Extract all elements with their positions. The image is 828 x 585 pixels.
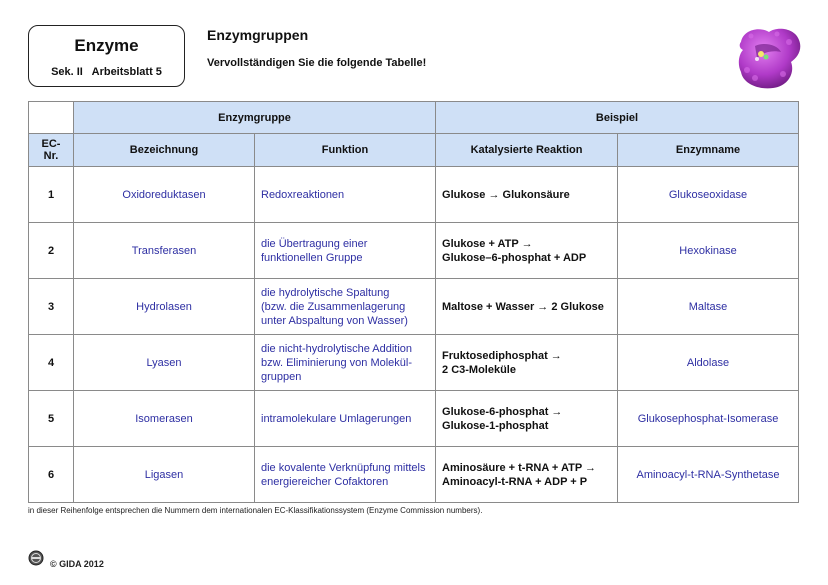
funktion-line: bzw. Eliminierung von Molekül-: [261, 356, 413, 369]
page-heading: Enzymgruppen: [207, 27, 309, 43]
reaktion-cell: [436, 447, 618, 503]
funktion-cell: [255, 391, 436, 447]
instruction-text: Vervollständigen Sie die folgende Tabelle!: [207, 57, 427, 69]
ec-number-cell: 1: [29, 167, 74, 223]
funktion-line: energiereicher Cofaktoren: [261, 475, 389, 488]
bezeichnung-cell: Oxidoreduktasen: [74, 167, 255, 223]
ec-number-cell: 5: [29, 391, 74, 447]
funktion-line: Redoxreaktionen: [261, 188, 345, 201]
table-row: [29, 279, 799, 335]
reaktion-cell: [436, 279, 618, 335]
enzyme-molecule-icon: [733, 24, 803, 90]
reaktion-cell: [436, 223, 618, 279]
bezeichnung-cell: Lyasen: [74, 335, 255, 391]
reaktion-line: Glukose–6-phosphat + ADP: [442, 251, 587, 264]
table-row: [29, 391, 799, 447]
level-sheet-label: Sek. II Arbeitsblatt 5: [51, 66, 162, 78]
enzyme-group-table: [28, 101, 799, 503]
enzymname-cell: Aldolase: [618, 335, 799, 391]
reaktion-cell: [436, 391, 618, 447]
footnote: in dieser Reihenfolge entsprechen die Nummern dem internationalen EC-Klassifikationssystem (Enzyme Commission numbers).: [28, 506, 483, 515]
reaktion-line: Glukose-1-phosphat: [442, 419, 549, 432]
group-header-enzymgruppe: Enzymgruppe: [74, 102, 436, 134]
funktion-line: funktionellen Gruppe: [261, 251, 363, 264]
funktion-line: unter Abspaltung von Wasser): [261, 314, 408, 327]
funktion-line: intramolekulare Umlagerungen: [261, 412, 412, 425]
subject-title: Enzyme: [74, 36, 139, 55]
column-header-row: [29, 134, 799, 167]
funktion-cell: [255, 223, 436, 279]
funktion-line: die hydrolytische Spaltung: [261, 286, 390, 299]
reaktion-line: Maltose + Wasser → 2 Glukose: [442, 300, 604, 313]
funktion-line: (bzw. die Zusammenlagerung: [261, 300, 406, 313]
reaktion-line: Aminoacyl-t-RNA + ADP + P: [442, 475, 588, 488]
enzymname-cell: Maltase: [618, 279, 799, 335]
column-header-ec-nr: EC-Nr.: [29, 134, 74, 167]
funktion-cell: [255, 167, 436, 223]
group-header-row: [29, 102, 799, 134]
reaktion-line: 2 C3-Moleküle: [442, 363, 516, 376]
column-header-reaktion: Katalysierte Reaktion: [436, 134, 618, 167]
empty-header-cell: [29, 102, 74, 134]
reaktion-cell: [436, 335, 618, 391]
ec-number-cell: 4: [29, 335, 74, 391]
reaktion-line: Glukose + ATP →: [442, 237, 533, 250]
title-box: [28, 25, 185, 87]
ec-number-cell: 2: [29, 223, 74, 279]
reaktion-line: Glukose → Glukonsäure: [442, 188, 570, 201]
bezeichnung-cell: Hydrolasen: [74, 279, 255, 335]
enzymname-cell: Glukosephosphat-Isomerase: [618, 391, 799, 447]
funktion-cell: [255, 279, 436, 335]
column-header-funktion: Funktion: [255, 134, 436, 167]
reaktion-line: Glukose-6-phosphat →: [442, 405, 563, 418]
funktion-line: die nicht-hydrolytische Addition: [261, 342, 413, 355]
column-header-bezeichnung: Bezeichnung: [74, 134, 255, 167]
reaktion-line: Fruktosediphosphat →: [442, 349, 562, 362]
enzymname-cell: Glukoseoxidase: [618, 167, 799, 223]
bezeichnung-cell: Isomerasen: [74, 391, 255, 447]
column-header-enzymname: Enzymname: [618, 134, 799, 167]
enzymname-cell: Hexokinase: [618, 223, 799, 279]
ec-number-cell: 3: [29, 279, 74, 335]
table-row: [29, 223, 799, 279]
bezeichnung-cell: Transferasen: [74, 223, 255, 279]
group-header-beispiel: Beispiel: [436, 102, 799, 134]
gida-logo-icon: [28, 550, 44, 566]
bezeichnung-cell: Ligasen: [74, 447, 255, 503]
table-row: [29, 335, 799, 391]
funktion-line: gruppen: [261, 370, 302, 383]
reaktion-cell: [436, 167, 618, 223]
funktion-cell: [255, 447, 436, 503]
ec-number-cell: 6: [29, 447, 74, 503]
reaktion-line: Aminosäure + t-RNA + ATP →: [442, 461, 597, 474]
table-row: [29, 167, 799, 223]
copyright-block: [28, 548, 104, 568]
copyright-text: © GIDA 2012: [50, 559, 104, 569]
table-row: [29, 447, 799, 503]
funktion-cell: [255, 335, 436, 391]
enzymname-cell: Aminoacyl-t-RNA-Synthetase: [618, 447, 799, 503]
funktion-line: die kovalente Verknüpfung mittels: [261, 461, 426, 474]
funktion-line: die Übertragung einer: [261, 237, 368, 250]
